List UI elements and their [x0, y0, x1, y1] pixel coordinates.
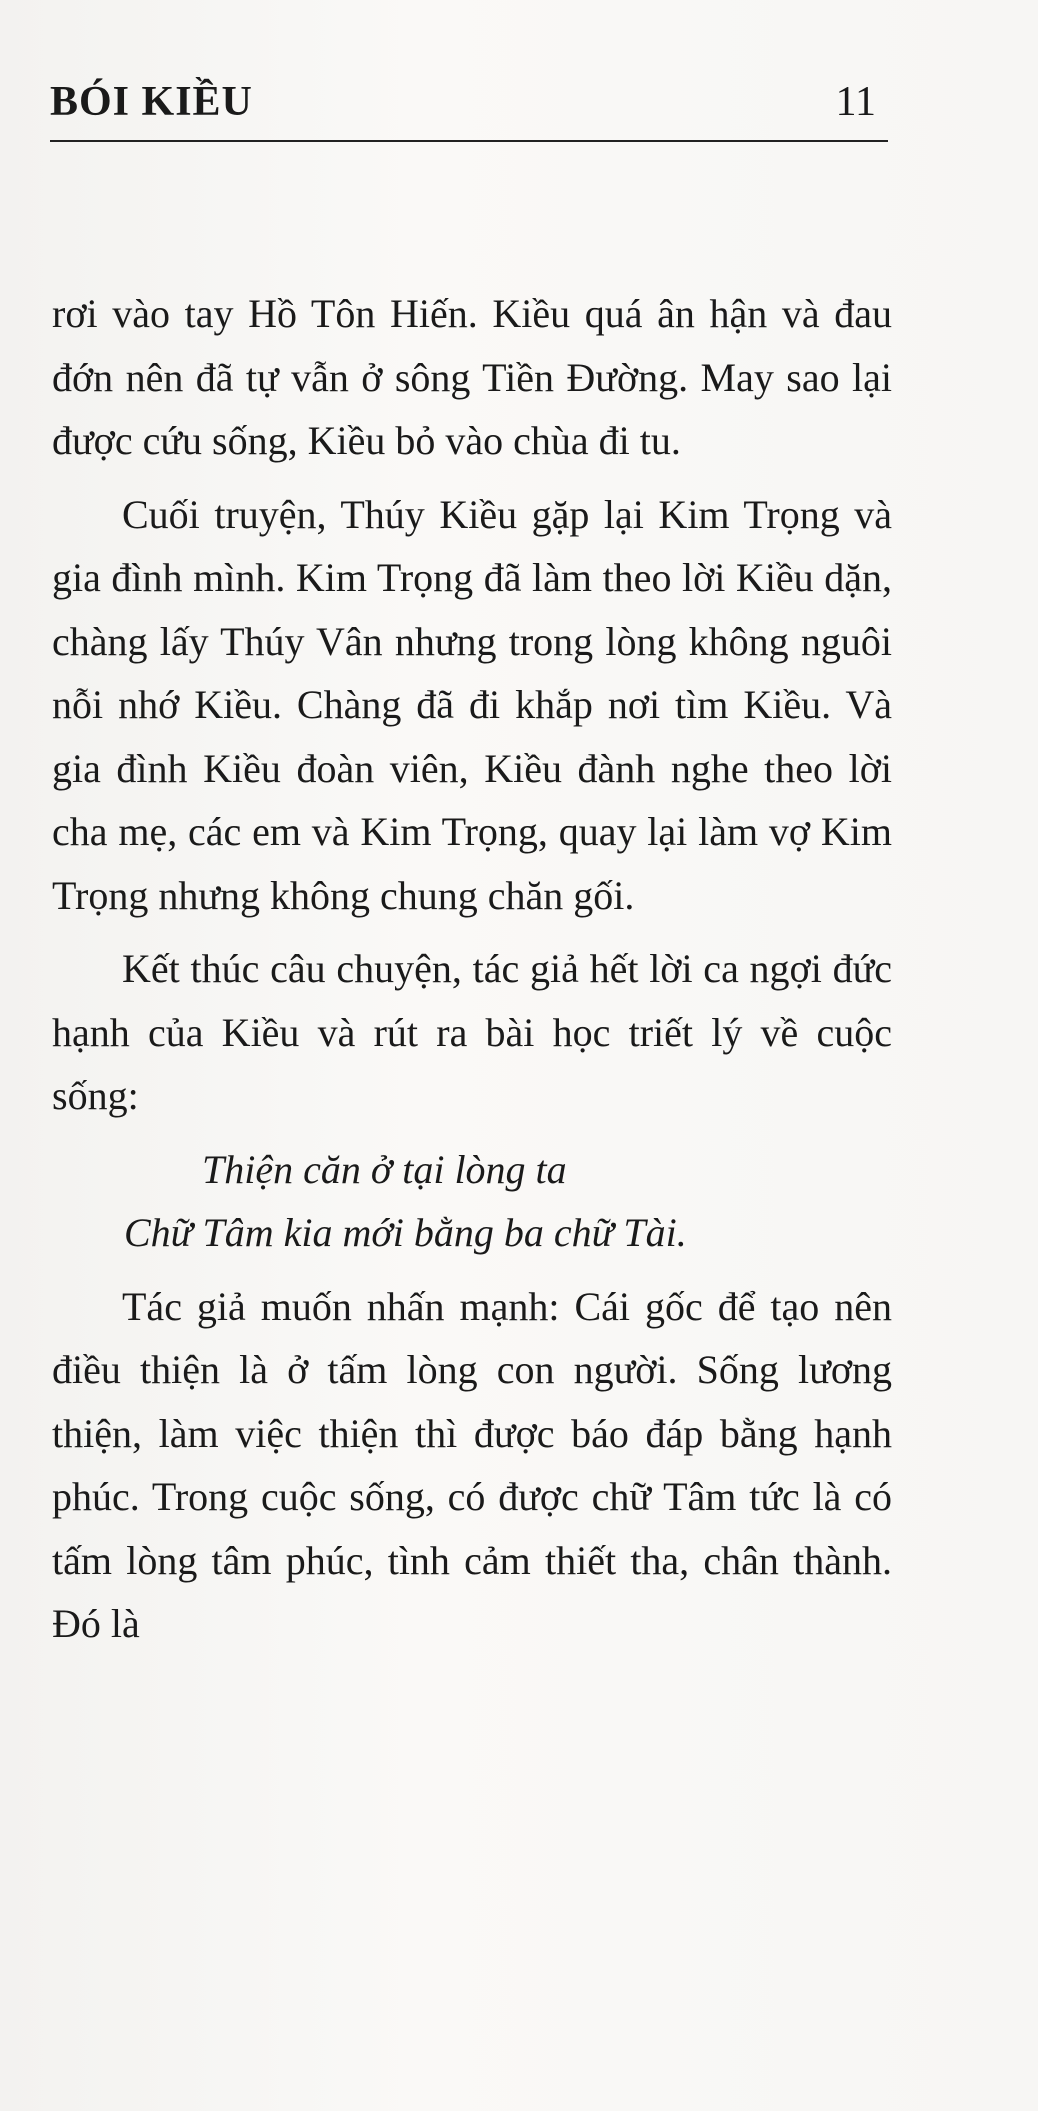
- running-title: BÓI KIỀU: [50, 79, 253, 125]
- body-text: [52, 282, 892, 1666]
- page-number: 11: [835, 79, 876, 125]
- paragraph-1: rơi vào tay Hồ Tôn Hiến. Kiều quá ân hận và đau đớn nên đã tự vẫn ở sông Tiền Đường. May sao lại được cứu sống, Kiều bỏ vào chùa đi tu.: [52, 291, 892, 463]
- paragraph-3: Kết thúc câu chuyện, tác giả hết lời ca ngợi đức hạnh của Kiều và rút ra bài học triết lý về cuộc sống:: [52, 946, 892, 1118]
- paragraph-4: Tác giả muốn nhấn mạnh: Cái gốc để tạo nên điều thiện là ở tấm lòng con người. Sống lương thiện, làm việc thiện thì được báo đáp bằng hạnh phúc. Trong cuộc sống, có được chữ Tâm tức là có tấm lòng tâm phúc, tình cảm thiết tha, chân thành. Đó là: [52, 1283, 892, 1646]
- paragraph-2: Cuối truyện, Thúy Kiều gặp lại Kim Trọng và gia đình mình. Kim Trọng đã làm theo lời Kiều dặn, chàng lấy Thúy Vân nhưng trong lòng không nguôi nỗi nhớ Kiều. Chàng đã đi khắp nơi tìm Kiều. Và gia đình Kiều đoàn viên, Kiều đành nghe theo lời cha mẹ, các em và Kim Trọng, quay lại làm vợ Kim Trọng nhưng không chung chăn gối.: [52, 491, 892, 918]
- running-header: [50, 78, 888, 142]
- verse-line-2: Chữ Tâm kia mới bằng ba chữ Tài.: [124, 1210, 687, 1255]
- verse-line-1: Thiện căn ở tại lòng ta: [202, 1146, 567, 1192]
